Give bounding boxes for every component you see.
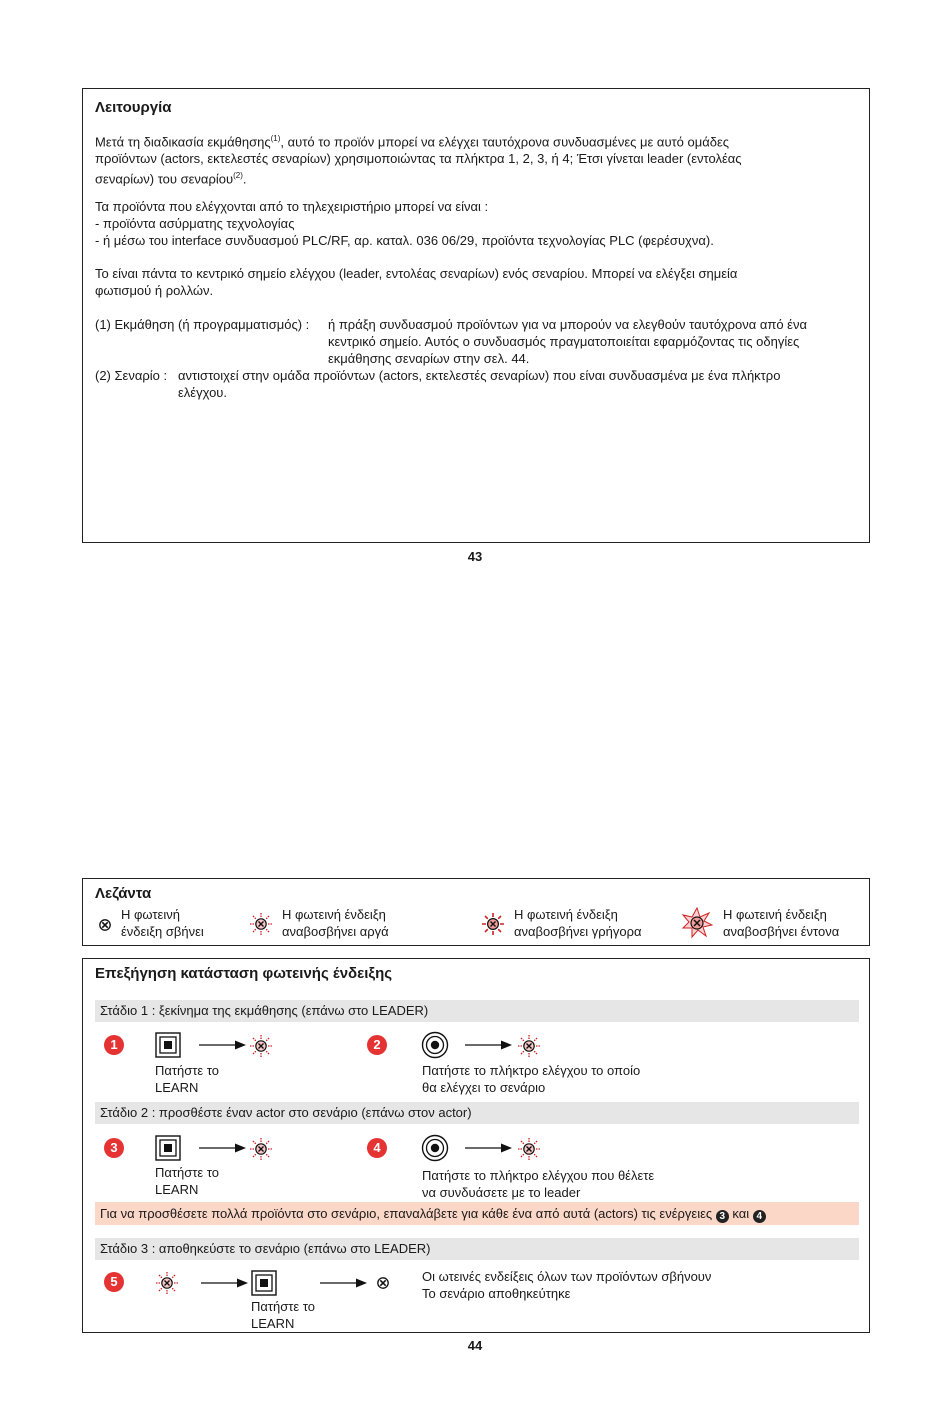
stage-1-header: Στάδιο 1 : ξεκίνημα της εκμάθησης (επάνω στο LEADER) (95, 1000, 859, 1022)
paragraph-1: Μετά τη διαδικασία εκμάθησης$^{(1)}$, αυτό το προϊόν μπορεί να ελέγχει ταυτόχρονα συνδυασμένες με αυτό ομάδες προϊόντων (actors, εκτελεστές σεναρίων) χρησιμοποιώντας τα πλήκτρα 1, 2, 3, ή 4; Έτσι γίνεται leader (εντολέας σεναρίων) του σεναρίου$^{(2)}$. (95, 134, 742, 187)
learn-button-icon (251, 1270, 277, 1296)
arrow-right-icon (201, 1277, 249, 1289)
learn-button-icon (155, 1032, 181, 1058)
explanation-title: Επεξήγηση κατάσταση φωτεινής ένδειξης (95, 965, 393, 982)
legend-item-intense: Η φωτεινή ένδειξη αναβοσβήνει έντονα (723, 907, 840, 939)
step-2-badge: 2 (367, 1035, 387, 1055)
learn-button-icon (155, 1135, 181, 1161)
footnote-2-label: (2) Σεναρίο : (95, 368, 168, 383)
step-4-ref-badge: 4 (753, 1210, 766, 1223)
led-slow-blink-icon (517, 1137, 541, 1161)
page-number-44: 44 (467, 1338, 483, 1353)
step-2-label: Πατήστε το πλήκτρο ελέγχου το οποίο θα ελέγχει το σενάριο (422, 1063, 641, 1095)
led-fast-blink-icon (481, 912, 505, 936)
paragraph-3: Το είναι πάντα το κεντρικό σημείο ελέγχου (leader, εντολέας σεναρίων) ενός σεναρίου. Μπορεί να ελέγξει σημεία φωτισμού ή ρολλών. (95, 266, 738, 298)
step-5-label: Οι ωτεινές ενδείξεις όλων των προϊόντων σβήνουν Το σενάριο αποθηκεύτηκε (422, 1269, 712, 1301)
step-3-label: Πατήστε το LEARN (155, 1165, 220, 1197)
step-3-ref-badge: 3 (716, 1210, 729, 1223)
section-title: Λειτουργία (95, 99, 172, 116)
step-5-learn-label: Πατήστε το LEARN (251, 1299, 316, 1331)
led-slow-blink-icon (517, 1034, 541, 1058)
step-5-badge: 5 (104, 1272, 124, 1292)
arrow-right-icon (465, 1142, 513, 1154)
footnote-1-label: (1) Εκμάθηση (ή προγραμματισμός) : (95, 317, 310, 332)
step-1-label: Πατήστε το LEARN (155, 1063, 220, 1095)
led-off-icon (376, 1276, 390, 1290)
led-slow-blink-icon (155, 1271, 179, 1295)
footnote-2-text: αντιστοιχεί στην ομάδα προϊόντων (actors, εκτελεστές σεναρίων) που είναι συνδυασμένα με ένα πλήκτρο ελέγχου. (178, 368, 781, 400)
control-button-icon (421, 1134, 449, 1162)
explanation-section (82, 958, 870, 1333)
step-3-badge: 3 (104, 1138, 124, 1158)
paragraph-2: Τα προϊόντα που ελέγχονται από το τηλεχειριστήριο μπορεί να είναι : - προϊόντα ασύρματης τεχνολογίας - ή μέσω του interface συνδυασμού PLC/RF, αρ. καταλ. 036 06/29, προϊόντα τεχνολογίας PLC (φερέσυχνα). (95, 199, 714, 248)
led-intense-blink-icon (681, 907, 713, 939)
led-slow-blink-icon (249, 1137, 273, 1161)
led-slow-blink-icon (249, 912, 273, 936)
footnote-1-text: ή πράξη συνδυασμού προϊόντων για να μπορούν να ελεγθούν ταυτόχρονα από ένα κεντρικό σημείο. Αυτός ο συνδυασμός πραγματοποιείται εφαρμόζοντας τις οδηγίες εκμάθησης σεναρίων στην σελ. 44. (328, 317, 807, 366)
legend-section (82, 878, 870, 946)
legend-item-off: Η φωτεινή ένδειξη σβήνει (121, 907, 204, 939)
led-off-icon (98, 918, 112, 932)
function-section (82, 88, 870, 543)
step-1-badge: 1 (104, 1035, 124, 1055)
arrow-right-icon (320, 1277, 368, 1289)
page-number-43: 43 (467, 549, 483, 564)
step-4-badge: 4 (367, 1138, 387, 1158)
stage-2-header: Στάδιο 2 : προσθέστε έναν actor στο σενάριο (επάνω στον actor) (95, 1102, 859, 1124)
arrow-right-icon (199, 1039, 247, 1051)
repeat-note: Για να προσθέσετε πολλά προϊόντα στο σενάριο, επαναλάβετε για κάθε ένα από αυτά (actors) τις ενέργειες 3 και 4 (95, 1202, 859, 1225)
legend-item-fast: Η φωτεινή ένδειξη αναβοσβήνει γρήγορα (514, 907, 642, 939)
legend-title: Λεζάντα (95, 885, 152, 902)
step-4-label: Πατήστε το πλήκτρο ελέγχου που θέλετε να συνδυάσετε με το leader (422, 1168, 655, 1200)
arrow-right-icon (199, 1142, 247, 1154)
led-slow-blink-icon (249, 1034, 273, 1058)
control-button-icon (421, 1031, 449, 1059)
legend-item-slow: Η φωτεινή ένδειξη αναβοσβήνει αργά (282, 907, 389, 939)
arrow-right-icon (465, 1039, 513, 1051)
stage-3-header: Στάδιο 3 : αποθηκεύστε το σενάριο (επάνω στο LEADER) (95, 1238, 859, 1260)
